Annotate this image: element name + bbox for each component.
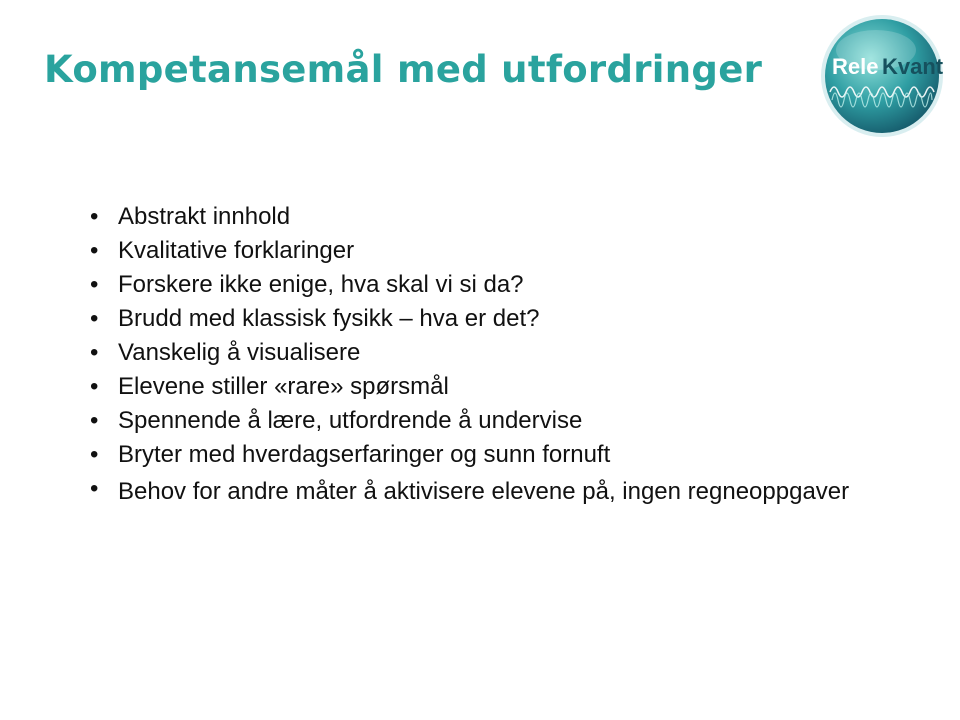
list-item: • Vanskelig å visualisere xyxy=(90,339,361,366)
bullet-list xyxy=(86,200,866,512)
list-item: • Behov for andre måter å aktivisere elevene på, ingen regneoppgaver xyxy=(90,475,850,505)
list-item: • Forskere ikke enige, hva skal vi si da? xyxy=(90,271,524,298)
list-item: • Bryter med hverdagserfaringer og sunn fornuft xyxy=(90,441,611,468)
relekvant-logo-icon xyxy=(818,12,946,140)
list-item: • Elevene stiller «rare» spørsmål xyxy=(90,373,449,400)
list-item: • Spennende å lære, utfordrende å undervise xyxy=(90,407,583,434)
logo-text-rele: Rele xyxy=(832,54,879,79)
list-item: • Brudd med klassisk fysikk – hva er det? xyxy=(90,305,540,332)
logo-text-kvant: Kvant xyxy=(882,54,944,79)
list-item: • Abstrakt innhold xyxy=(90,203,291,230)
slide-title: Kompetansemål med utfordringer xyxy=(44,48,763,91)
list-item: • Kvalitative forklaringer xyxy=(90,237,355,264)
